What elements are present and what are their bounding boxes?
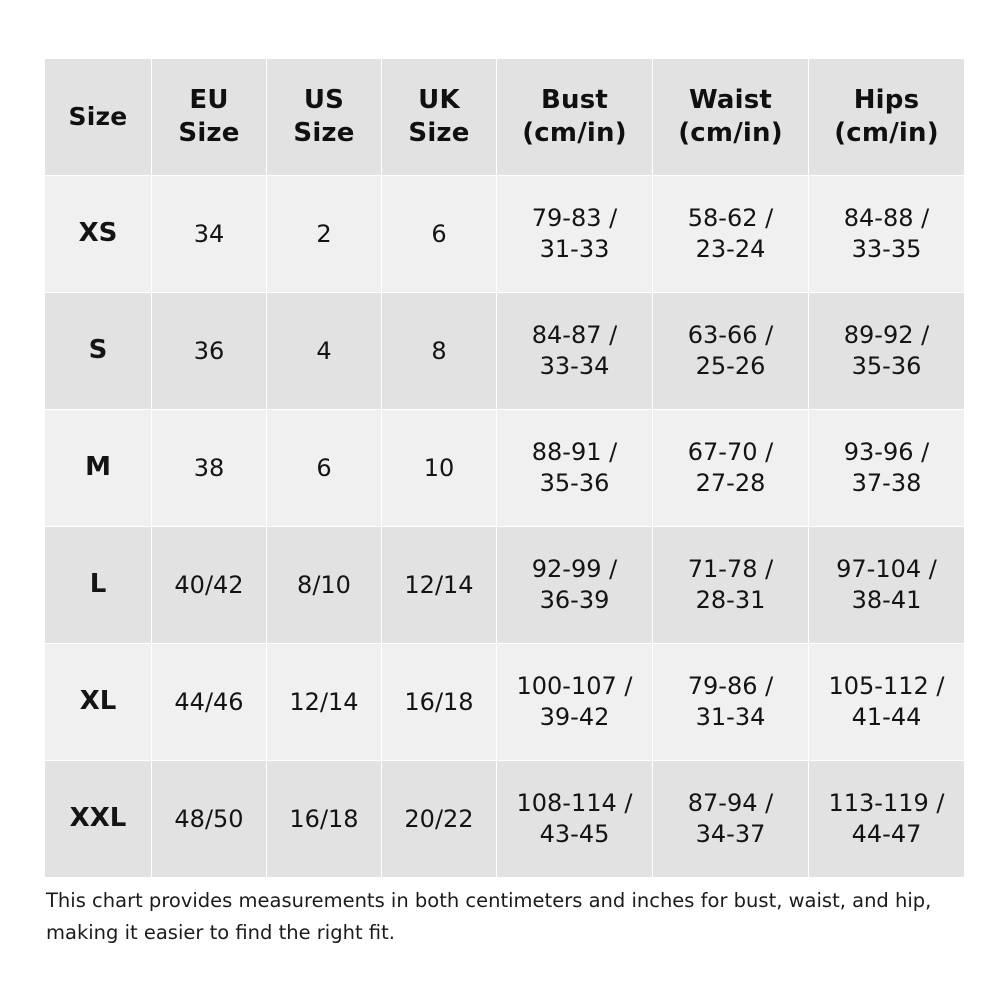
column-header-waist (653, 59, 808, 175)
measure-line: 35-36 (851, 352, 922, 380)
cell-hips (809, 761, 964, 877)
measure-line: 31-34 (695, 703, 766, 731)
cell-uk: 10 (382, 410, 496, 526)
cell-bust (497, 176, 652, 292)
measure-line: 84-88 / (843, 204, 930, 233)
column-header-uk-size (382, 59, 496, 175)
measure-line: 33-35 (851, 235, 922, 263)
cell-waist (653, 761, 808, 877)
table-header (45, 59, 964, 175)
cell-us: 6 (267, 410, 381, 526)
cell-hips (809, 176, 964, 292)
size-chart-table-wrapper (44, 58, 957, 878)
cell-bust (497, 293, 652, 409)
cell-uk: 16/18 (382, 644, 496, 760)
column-header-us-size (267, 59, 381, 175)
cell-us: 2 (267, 176, 381, 292)
measure-line: 43-45 (539, 820, 610, 848)
cell-size: S (45, 293, 151, 409)
cell-size: XXL (45, 761, 151, 877)
cell-waist (653, 527, 808, 643)
measure-line: 84-87 / (531, 321, 618, 350)
cell-us: 4 (267, 293, 381, 409)
measure-line: 44-47 (851, 820, 922, 848)
cell-uk: 8 (382, 293, 496, 409)
cell-size: XS (45, 176, 151, 292)
measure-line: 71-78 / (687, 555, 774, 584)
column-header-eu-size (152, 59, 266, 175)
cell-eu: 38 (152, 410, 266, 526)
measure-line: 23-24 (695, 235, 766, 263)
table-row (45, 527, 964, 643)
cell-eu: 34 (152, 176, 266, 292)
measure-line: 93-96 / (843, 438, 930, 467)
header-line: EU (189, 84, 229, 115)
measure-line: 34-37 (695, 820, 766, 848)
header-line: Size (293, 118, 355, 148)
header-line: US (303, 84, 345, 115)
measure-line: 33-34 (539, 352, 610, 380)
header-line: Size (408, 118, 470, 148)
measure-line: 108-114 / (516, 789, 633, 818)
header-line: (cm/in) (522, 118, 627, 148)
cell-bust (497, 410, 652, 526)
header-line: Size (178, 118, 240, 148)
measure-line: 37-38 (851, 469, 922, 497)
cell-waist (653, 176, 808, 292)
table-row (45, 761, 964, 877)
measure-line: 25-26 (695, 352, 766, 380)
cell-bust (497, 761, 652, 877)
cell-waist (653, 410, 808, 526)
measure-line: 97-104 / (836, 555, 937, 584)
measure-line: 105-112 / (828, 672, 945, 701)
header-line: (cm/in) (678, 118, 783, 148)
table-row (45, 176, 964, 292)
table-row (45, 644, 964, 760)
table-body (45, 176, 964, 877)
cell-hips (809, 410, 964, 526)
column-header-bust (497, 59, 652, 175)
cell-eu: 44/46 (152, 644, 266, 760)
cell-uk: 12/14 (382, 527, 496, 643)
header-line: Bust (540, 84, 609, 115)
measure-line: 113-119 / (828, 789, 945, 818)
column-header-hips (809, 59, 964, 175)
cell-hips (809, 293, 964, 409)
cell-eu: 48/50 (152, 761, 266, 877)
cell-size: M (45, 410, 151, 526)
table-row (45, 410, 964, 526)
measure-line: 79-86 / (687, 672, 774, 701)
measure-line: 92-99 / (531, 555, 618, 584)
header-row (45, 59, 964, 175)
measure-line: 31-33 (539, 235, 610, 263)
measure-line: 79-83 / (531, 204, 618, 233)
header-line: Size (68, 102, 128, 131)
cell-eu: 40/42 (152, 527, 266, 643)
measure-line: 35-36 (539, 469, 610, 497)
cell-uk: 6 (382, 176, 496, 292)
cell-bust (497, 527, 652, 643)
chart-footnote: This chart provides measurements in both centimeters and inches for bust, waist, and hip, making it easier to find the right fit. (46, 889, 932, 944)
cell-size: L (45, 527, 151, 643)
header-line: Waist (688, 84, 773, 115)
cell-eu: 36 (152, 293, 266, 409)
measure-line: 36-39 (539, 586, 610, 614)
cell-us: 12/14 (267, 644, 381, 760)
measure-line: 58-62 / (687, 204, 774, 233)
measure-line: 87-94 / (687, 789, 774, 818)
measure-line: 39-42 (539, 703, 610, 731)
cell-waist (653, 293, 808, 409)
cell-size: XL (45, 644, 151, 760)
cell-uk: 20/22 (382, 761, 496, 877)
size-chart-table (44, 58, 965, 878)
header-line: (cm/in) (834, 118, 939, 148)
cell-hips (809, 644, 964, 760)
cell-us: 16/18 (267, 761, 381, 877)
measure-line: 89-92 / (843, 321, 930, 350)
measure-line: 100-107 / (516, 672, 633, 701)
cell-waist (653, 644, 808, 760)
cell-bust (497, 644, 652, 760)
cell-us: 8/10 (267, 527, 381, 643)
column-header-size (45, 59, 151, 175)
measure-line: 27-28 (695, 469, 766, 497)
header-line: UK (418, 84, 460, 115)
header-line: Hips (853, 84, 920, 115)
measure-line: 38-41 (851, 586, 922, 614)
measure-line: 41-44 (851, 703, 922, 731)
table-row (45, 293, 964, 409)
measure-line: 67-70 / (687, 438, 774, 467)
measure-line: 63-66 / (687, 321, 774, 350)
measure-line: 28-31 (695, 586, 766, 614)
cell-hips (809, 527, 964, 643)
measure-line: 88-91 / (531, 438, 618, 467)
